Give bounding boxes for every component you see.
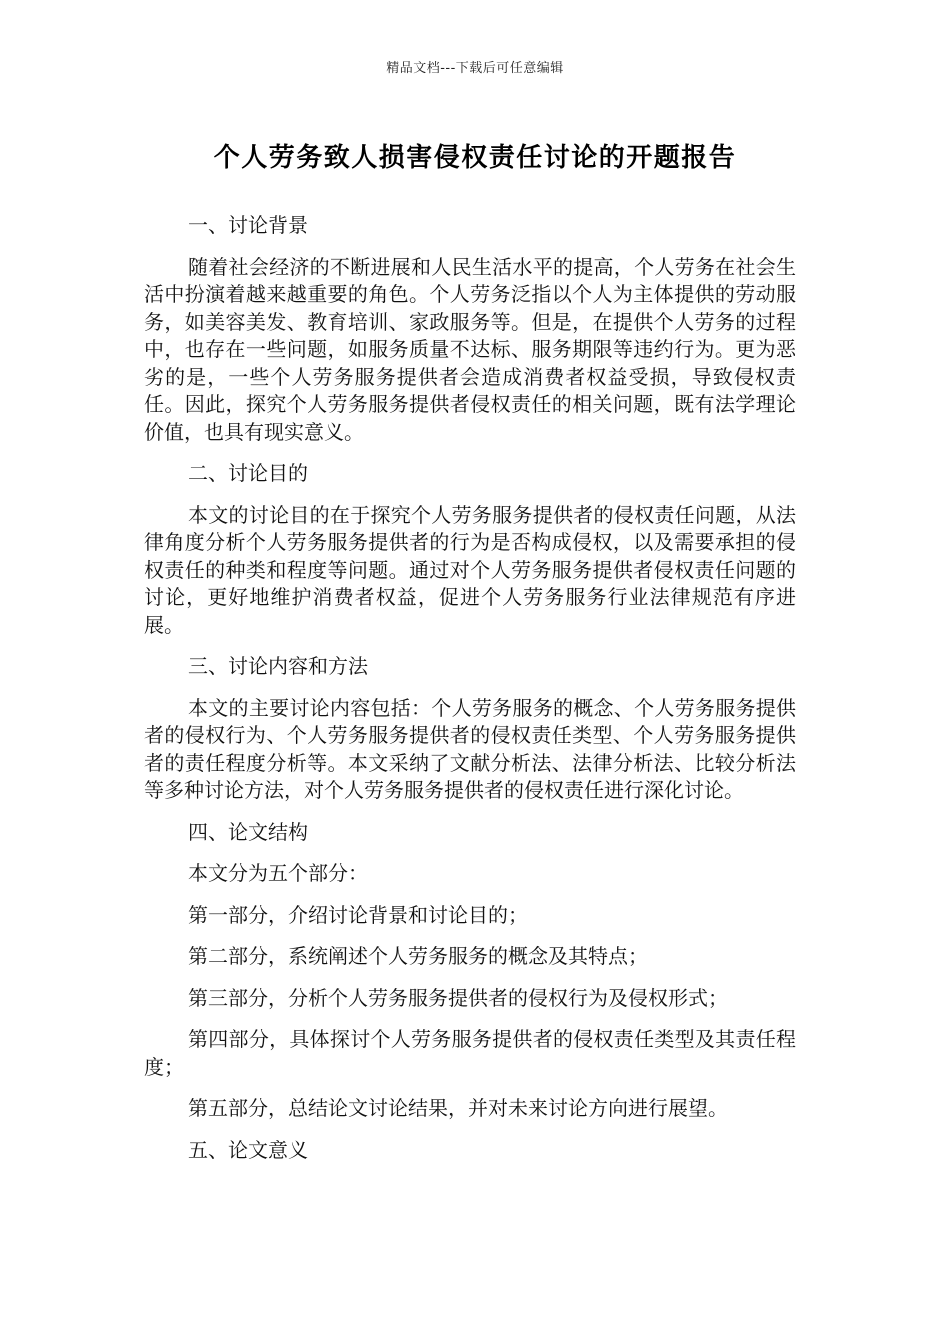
section-paragraph-content-method: 本文的主要讨论内容包括：个人劳务服务的概念、个人劳务服务提供者的侵权行为、个人劳务服务提供者的侵权责任类型、个人劳务服务提供者的责任程度分析等。本文采纳了文献分析法、法律分析法、比较分析法等多种讨论方法，对个人劳务服务提供者的侵权责任进行深化讨论。 — [144, 695, 796, 802]
structure-part-3: 第三部分，分析个人劳务服务提供者的侵权行为及侵权形式； — [188, 985, 728, 1010]
header-note: 精品文档---下载后可任意编辑 — [386, 61, 564, 76]
section-heading-significance: 五、论文意义 — [188, 1137, 308, 1162]
document-body — [144, 212, 796, 1178]
structure-part-4: 第四部分，具体探讨个人劳务服务提供者的侵权责任类型及其责任程度； — [144, 1027, 796, 1079]
section-heading-structure: 四、论文结构 — [188, 819, 308, 844]
section-heading-background: 一、讨论背景 — [188, 213, 308, 237]
section-paragraph-purpose: 本文的讨论目的在于探究个人劳务服务提供者的侵权责任问题，从法律角度分析个人劳务服务提供者的行为是否构成侵权，以及需要承担的侵权责任的种类和程度等问题。通过对个人劳务服务提供者侵权责任问题的讨论，更好地维护消费者权益，促进个人劳务服务行业法律规范有序进展。 — [144, 502, 796, 637]
structure-part-2: 第二部分，系统阐述个人劳务服务的概念及其特点； — [188, 944, 648, 968]
section-heading-content-method: 三、讨论内容和方法 — [188, 654, 368, 678]
section-heading-purpose: 二、讨论目的 — [188, 461, 308, 485]
structure-part-1: 第一部分，介绍讨论背景和讨论目的； — [188, 902, 528, 927]
section-paragraph-background: 随着社会经济的不断进展和人民生活水平的提高，个人劳务在社会生活中扮演着越来越重要的角色。个人劳务泛指以个人为主体提供的劳动服务，如美容美发、教育培训、家政服务等。但是，在提供个人劳务的过程中，也存在一些问题，如服务质量不达标、服务期限等违约行为。更为恶劣的是，一些个人劳务服务提供者会造成消费者权益受损，导致侵权责任。因此，探究个人劳务服务提供者侵权责任的相关问题，既有法学理论价值，也具有现实意义。 — [144, 254, 796, 444]
document-title: 个人劳务致人损害侵权责任讨论的开题报告 — [213, 143, 737, 173]
structure-part-5: 第五部分，总结论文讨论结果，并对未来讨论方向进行展望。 — [188, 1096, 728, 1120]
structure-intro: 本文分为五个部分： — [188, 861, 368, 885]
